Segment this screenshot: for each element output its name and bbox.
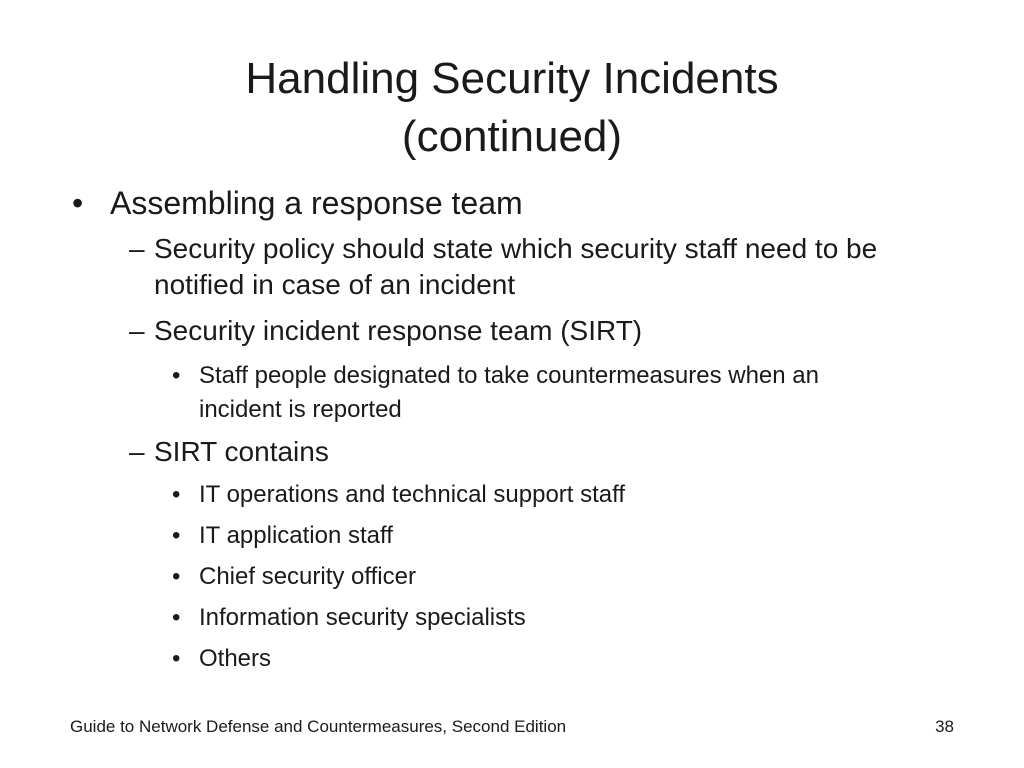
sirt-member-item [172, 642, 932, 676]
sirt-member-text: IT operations and technical support staff [199, 481, 626, 508]
bullet-marker: • [172, 563, 181, 590]
bullet-marker: • [172, 522, 181, 549]
subbullet-sirt-contains [129, 434, 969, 470]
sirt-member-text: Information security specialists [199, 604, 526, 631]
slide-title-line-1: Handling Security Incidents [245, 54, 779, 103]
sirt-member-item [172, 519, 932, 553]
subsubbullet-staff-people [172, 359, 932, 427]
subbullet-text: Security incident response team (SIRT) [154, 315, 643, 346]
bullet-assembling-team [72, 184, 523, 222]
bullet-marker: • [172, 362, 181, 389]
sirt-member-text: Chief security officer [199, 563, 416, 590]
subbullet-text: SIRT contains [154, 436, 329, 467]
footer-page-number: 38 [935, 717, 954, 736]
subsubbullet-text: Staff people designated to take countermeasures when an incident is reported [199, 362, 819, 423]
dash-marker: – [129, 233, 145, 264]
subbullet-sirt [129, 313, 969, 349]
sirt-member-item [172, 478, 932, 512]
sirt-member-text: Others [199, 645, 272, 672]
sirt-member-text: IT application staff [199, 522, 393, 549]
dash-marker: – [129, 436, 145, 467]
slide-title-line-2: (continued) [401, 112, 623, 161]
footer-book-title: Guide to Network Defense and Countermeasures, Second Edition [70, 717, 567, 736]
sirt-member-item [172, 560, 932, 594]
bullet-marker: • [172, 645, 181, 672]
subbullet-security-policy [129, 231, 969, 303]
bullet-marker: • [72, 185, 84, 221]
bullet-text: Assembling a response team [110, 185, 523, 221]
bullet-marker: • [172, 604, 181, 631]
sirt-member-item [172, 601, 932, 635]
bullet-marker: • [172, 481, 181, 508]
subbullet-text: Security policy should state which security staff need to be notified in case of an incident [154, 233, 878, 300]
dash-marker: – [129, 315, 145, 346]
slide-title [112, 50, 912, 166]
